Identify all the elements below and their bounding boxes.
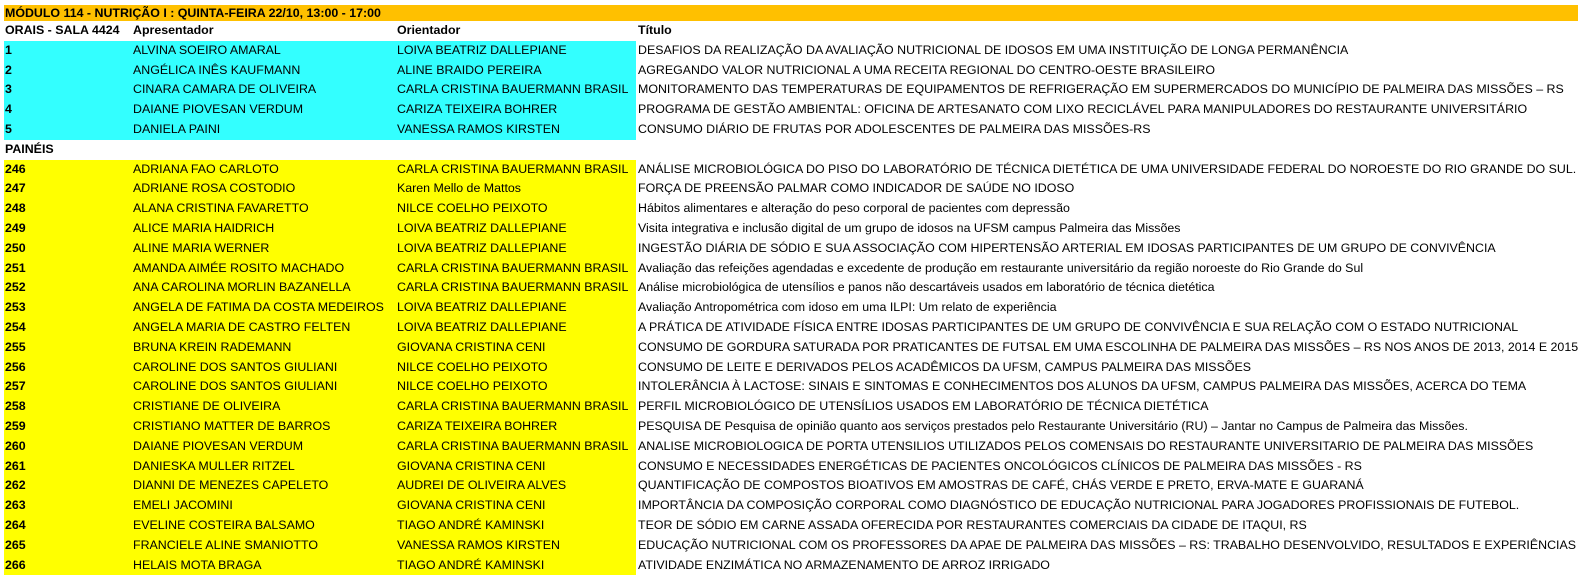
table-row bbox=[4, 318, 1578, 338]
cell-number: 259 bbox=[5, 418, 26, 433]
cell-orientador: CARLA CRISTINA BAUERMANN BRASIL bbox=[397, 82, 629, 97]
cell-number: 255 bbox=[5, 339, 26, 354]
cell-number: 258 bbox=[5, 399, 26, 414]
table-row bbox=[4, 536, 1578, 556]
cell-apresentador: CAROLINE DOS SANTOS GIULIANI bbox=[133, 379, 338, 394]
cell-number: 248 bbox=[5, 201, 26, 216]
cell-apresentador: DANIESKA MULLER RITZEL bbox=[133, 458, 295, 473]
table-row bbox=[4, 516, 1578, 536]
cell-number: 3 bbox=[5, 82, 12, 97]
orais-section bbox=[4, 41, 1578, 140]
cell-apresentador: ANGÉLICA INÊS KAUFMANN bbox=[133, 62, 301, 77]
cell-titulo: ANALISE MICROBIOLOGICA DE PORTA UTENSILIOS UTILIZADOS PELOS COMENSAIS DO RESTAURANTE UNIVERSITARIO DE PALMEIRA DAS MISSÕES bbox=[638, 438, 1534, 453]
header-titulo: Título bbox=[638, 23, 672, 37]
cell-number: 262 bbox=[5, 478, 26, 493]
cell-apresentador: DAIANE PIOVESAN VERDUM bbox=[133, 102, 304, 117]
cell-titulo: PESQUISA DE Pesquisa de opinião quanto aos serviços prestados pelo Restaurante Universitário (RU) – Jantar no Campus de Palmeira das Missões. bbox=[638, 418, 1468, 433]
cell-orientador: CARLA CRISTINA BAUERMANN BRASIL bbox=[397, 260, 629, 275]
cell-orientador: CARIZA TEIXEIRA BOHRER bbox=[397, 418, 558, 433]
table-row bbox=[4, 338, 1578, 358]
cell-apresentador: ALVINA SOEIRO AMARAL bbox=[133, 42, 281, 57]
cell-titulo: MONITORAMENTO DAS TEMPERATURAS DE EQUIPAMENTOS DE REFRIGERAÇÃO EM SUPERMERCADOS DO MUNICÍPIO DE PALMEIRA DAS MISSÕES – RS bbox=[638, 82, 1564, 97]
cell-titulo: EDUCAÇÃO NUTRICIONAL COM OS PROFESSORES DA APAE DE PALMEIRA DAS MISSÕES – RS: TRABALHO DESENVOLVIDO, RESULTADOS E EXPERIÊNCIAS bbox=[638, 537, 1577, 552]
cell-number: 254 bbox=[5, 319, 26, 334]
table-row bbox=[4, 496, 1578, 516]
cell-orientador: GIOVANA CRISTINA CENI bbox=[397, 339, 546, 354]
cell-orientador: NILCE COELHO PEIXOTO bbox=[397, 379, 548, 394]
cell-apresentador: ANGELA DE FATIMA DA COSTA MEDEIROS bbox=[133, 300, 384, 315]
cell-apresentador: CINARA CAMARA DE OLIVEIRA bbox=[133, 82, 317, 97]
header-orais-sala: ORAIS - SALA 4424 bbox=[5, 23, 120, 37]
cell-orientador: GIOVANA CRISTINA CENI bbox=[397, 498, 546, 513]
table-row bbox=[4, 259, 1578, 279]
table-row bbox=[4, 556, 1578, 576]
cell-apresentador: DANIELA PAINI bbox=[133, 121, 221, 136]
cell-titulo: AGREGANDO VALOR NUTRICIONAL A UMA RECEITA REGIONAL DO CENTRO-OESTE BRASILEIRO bbox=[638, 62, 1215, 77]
cell-number: 257 bbox=[5, 379, 26, 394]
cell-number: 247 bbox=[5, 181, 26, 196]
table-row bbox=[4, 278, 1578, 298]
table-row bbox=[4, 377, 1578, 397]
table-row bbox=[4, 239, 1578, 259]
cell-titulo: INGESTÃO DIÁRIA DE SÓDIO E SUA ASSOCIAÇÃO COM HIPERTENSÃO ARTERIAL EM IDOSAS PARTICIPANTES DE UM GRUPO DE CONVIVÊNCIA bbox=[638, 240, 1496, 255]
cell-number: 250 bbox=[5, 240, 26, 255]
cell-orientador: LOIVA BEATRIZ DALLEPIANE bbox=[397, 319, 567, 334]
cell-apresentador: ANGELA MARIA DE CASTRO FELTEN bbox=[133, 319, 351, 334]
cell-number: 264 bbox=[5, 517, 26, 532]
paineis-section bbox=[4, 160, 1578, 576]
table-row bbox=[4, 476, 1578, 496]
table-row bbox=[4, 397, 1578, 417]
cell-orientador: AUDREI DE OLIVEIRA ALVES bbox=[397, 478, 567, 493]
cell-titulo: CONSUMO DE LEITE E DERIVADOS PELOS ACADÊMICOS DA UFSM, CAMPUS PALMEIRA DAS MISSÕES bbox=[638, 359, 1252, 374]
cell-number: 260 bbox=[5, 438, 26, 453]
cell-apresentador: EMELI JACOMINI bbox=[133, 498, 233, 513]
cell-number: 265 bbox=[5, 537, 26, 552]
schedule-sheet bbox=[4, 5, 1578, 575]
cell-apresentador: CAROLINE DOS SANTOS GIULIANI bbox=[133, 359, 338, 374]
cell-number: 5 bbox=[5, 121, 12, 136]
cell-apresentador: ANA CAROLINA MORLIN BAZANELLA bbox=[133, 280, 351, 295]
table-row bbox=[4, 199, 1578, 219]
cell-titulo: ANÁLISE MICROBIOLÓGICA DO PISO DO LABORATÓRIO DE TÉCNICA DIETÉTICA DE UMA UNIVERSIDADE FEDERAL DO NOROESTE DO RIO GRANDE DO SUL. bbox=[638, 161, 1577, 176]
cell-apresentador: DIANNI DE MENEZES CAPELETO bbox=[133, 478, 329, 493]
table-row bbox=[4, 417, 1578, 437]
cell-titulo: PROGRAMA DE GESTÃO AMBIENTAL: OFICINA DE ARTESANATO COM LIXO RECICLÁVEL PARA MANIPULADORES DO RESTAURANTE UNIVERSITÁRIO bbox=[638, 102, 1528, 117]
cell-orientador: CARLA CRISTINA BAUERMANN BRASIL bbox=[397, 399, 629, 414]
cell-apresentador: ALINE MARIA WERNER bbox=[133, 240, 270, 255]
cell-orientador: TIAGO ANDRÉ KAMINSKI bbox=[397, 557, 545, 572]
cell-orientador: VANESSA RAMOS KIRSTEN bbox=[397, 121, 560, 136]
cell-titulo: Análise microbiológica de utensílios e panos não descartáveis usados em laboratório de técnica dietética bbox=[638, 280, 1215, 295]
table-row bbox=[4, 100, 1578, 120]
module-title: MÓDULO 114 - NUTRIÇÃO I : QUINTA-FEIRA 22/10, 13:00 - 17:00 bbox=[4, 5, 1578, 21]
cell-orientador: LOIVA BEATRIZ DALLEPIANE bbox=[397, 300, 567, 315]
cell-apresentador: HELAIS MOTA BRAGA bbox=[133, 557, 262, 572]
cell-titulo: DESAFIOS DA REALIZAÇÃO DA AVALIAÇÃO NUTRICIONAL DE IDOSOS EM UMA INSTITUIÇÃO DE LONGA PERMANÊNCIA bbox=[638, 42, 1349, 57]
cell-number: 256 bbox=[5, 359, 26, 374]
cell-titulo: PERFIL MICROBIOLÓGICO DE UTENSÍLIOS USADOS EM LABORATÓRIO DE TÉCNICA DIETÉTICA bbox=[638, 399, 1209, 414]
cell-apresentador: DAIANE PIOVESAN VERDUM bbox=[133, 438, 304, 453]
cell-titulo: ATIVIDADE ENZIMÁTICA NO ARMAZENAMENTO DE ARROZ IRRIGADO bbox=[638, 557, 1050, 572]
cell-titulo: Avaliação Antropométrica com idoso em uma ILPI: Um relato de experiência bbox=[638, 300, 1057, 315]
cell-number: 251 bbox=[5, 260, 26, 275]
cell-number: 4 bbox=[5, 102, 12, 117]
cell-apresentador: FRANCIELE ALINE SMANIOTTO bbox=[133, 537, 318, 552]
cell-titulo: INTOLERÂNCIA À LACTOSE: SINAIS E SINTOMAS E CONHECIMENTOS DOS ALUNOS DA UFSM, CAMPUS PALMEIRA DAS MISSÕES, ACERCA DO TEMA bbox=[638, 379, 1527, 394]
cell-number: 253 bbox=[5, 300, 26, 315]
table-row bbox=[4, 179, 1578, 199]
cell-number: 1 bbox=[5, 42, 12, 57]
cell-apresentador: ALANA CRISTINA FAVARETTO bbox=[133, 201, 309, 216]
cell-number: 2 bbox=[5, 62, 12, 77]
cell-orientador: CARIZA TEIXEIRA BOHRER bbox=[397, 102, 558, 117]
cell-apresentador: ADRIANA FAO CARLOTO bbox=[133, 161, 279, 176]
cell-number: 263 bbox=[5, 498, 26, 513]
cell-orientador: LOIVA BEATRIZ DALLEPIANE bbox=[397, 240, 567, 255]
cell-apresentador: EVELINE COSTEIRA BALSAMO bbox=[133, 517, 315, 532]
cell-orientador: NILCE COELHO PEIXOTO bbox=[397, 359, 548, 374]
cell-apresentador: BRUNA KREIN RADEMANN bbox=[133, 339, 292, 354]
cell-orientador: CARLA CRISTINA BAUERMANN BRASIL bbox=[397, 438, 629, 453]
header-apresentador: Apresentador bbox=[133, 23, 214, 37]
cell-titulo: CONSUMO DIÁRIO DE FRUTAS POR ADOLESCENTES DE PALMEIRA DAS MISSÕES-RS bbox=[638, 121, 1151, 136]
table-row bbox=[4, 61, 1578, 81]
table-row bbox=[4, 358, 1578, 378]
cell-apresentador: AMANDA AIMÉE ROSITO MACHADO bbox=[133, 260, 345, 275]
cell-number: 266 bbox=[5, 557, 26, 572]
cell-number: 261 bbox=[5, 458, 26, 473]
cell-number: 246 bbox=[5, 161, 26, 176]
cell-titulo: Avaliação das refeições agendadas e excedente de produção em restaurante universitário da região noroeste do Rio Grande do Sul bbox=[638, 260, 1364, 275]
cell-orientador: CARLA CRISTINA BAUERMANN BRASIL bbox=[397, 280, 629, 295]
cell-titulo: CONSUMO E NECESSIDADES ENERGÉTICAS DE PACIENTES ONCOLÓGICOS CLÍNICOS DE PALMEIRA DAS MISSÕES - RS bbox=[638, 458, 1362, 473]
cell-orientador: GIOVANA CRISTINA CENI bbox=[397, 458, 546, 473]
cell-orientador: CARLA CRISTINA BAUERMANN BRASIL bbox=[397, 161, 629, 176]
cell-apresentador: ALICE MARIA HAIDRICH bbox=[133, 220, 275, 235]
cell-orientador: LOIVA BEATRIZ DALLEPIANE bbox=[397, 220, 567, 235]
table-row bbox=[4, 298, 1578, 318]
cell-titulo: FORÇA DE PREENSÃO PALMAR COMO INDICADOR DE SAÚDE NO IDOSO bbox=[638, 181, 1075, 196]
cell-apresentador: ADRIANE ROSA COSTODIO bbox=[133, 181, 296, 196]
cell-titulo: Hábitos alimentares e alteração do peso corporal de pacientes com depressão bbox=[638, 201, 1070, 216]
header-orientador: Orientador bbox=[397, 23, 461, 37]
cell-titulo: QUANTIFICAÇÃO DE COMPOSTOS BIOATIVOS EM AMOSTRAS DE CAFÉ, CHÁS VERDE E PRETO, ERVA-MATE E GUARANÁ bbox=[638, 478, 1364, 493]
cell-orientador: ALINE BRAIDO PEREIRA bbox=[397, 62, 542, 77]
table-row bbox=[4, 457, 1578, 477]
table-row bbox=[4, 80, 1578, 100]
cell-titulo: CONSUMO DE GORDURA SATURADA POR PRATICANTES DE FUTSAL EM UMA ESCOLINHA DE PALMEIRA DAS MISSÕES – RS NOS ANOS DE 2013, 2014 E 2015 bbox=[638, 339, 1578, 354]
cell-apresentador: CRISTIANO MATTER DE BARROS bbox=[133, 418, 331, 433]
cell-titulo: IMPORTÂNCIA DA COMPOSIÇÃO CORPORAL COMO DIAGNÓSTICO DE EDUCAÇÃO NUTRICIONAL PARA JOGADORES PROFISSIONAIS DE FUTEBOL. bbox=[638, 498, 1520, 513]
cell-apresentador: CRISTIANE DE OLIVEIRA bbox=[133, 399, 281, 414]
paineis-section-label: PAINÉIS bbox=[5, 141, 54, 156]
table-row bbox=[4, 41, 1578, 61]
cell-orientador: NILCE COELHO PEIXOTO bbox=[397, 201, 548, 216]
table-row bbox=[4, 219, 1578, 239]
cell-titulo: TEOR DE SÓDIO EM CARNE ASSADA OFERECIDA POR RESTAURANTES COMERCIAIS DA CIDADE DE ITAQUI, RS bbox=[638, 517, 1307, 532]
cell-number: 249 bbox=[5, 220, 26, 235]
cell-orientador: TIAGO ANDRÉ KAMINSKI bbox=[397, 517, 545, 532]
table-row bbox=[4, 120, 1578, 140]
cell-number: 252 bbox=[5, 280, 26, 295]
cell-orientador: Karen Mello de Mattos bbox=[397, 181, 521, 196]
cell-titulo: Visita integrativa e inclusão digital de um grupo de idosos na UFSM campus Palmeira das Missões bbox=[638, 220, 1181, 235]
table-row bbox=[4, 437, 1578, 457]
column-header-row bbox=[4, 21, 1578, 41]
cell-orientador: VANESSA RAMOS KIRSTEN bbox=[397, 537, 560, 552]
cell-titulo: A PRÁTICA DE ATIVIDADE FÍSICA ENTRE IDOSAS PARTICIPANTES DE UM GRUPO DE CONVIVÊNCIA E SUA RELAÇÃO COM O ESTADO NUTRICIONAL bbox=[638, 319, 1519, 334]
cell-orientador: LOIVA BEATRIZ DALLEPIANE bbox=[397, 42, 567, 57]
table-row bbox=[4, 160, 1578, 180]
